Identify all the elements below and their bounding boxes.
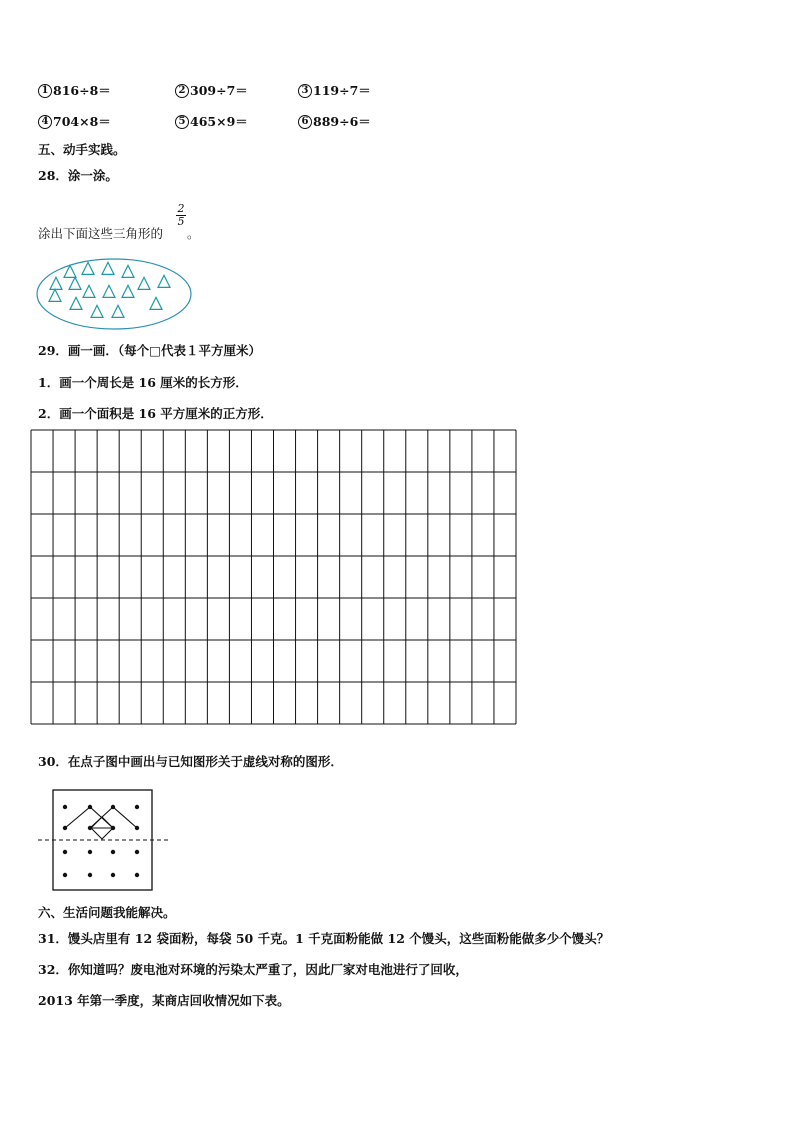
dot	[111, 873, 115, 877]
triangle-ellipse-figure	[36, 258, 196, 332]
triangle-5	[50, 277, 62, 289]
dot	[135, 850, 139, 854]
triangle-13	[70, 297, 82, 309]
dot	[111, 805, 115, 809]
section-6-title: 六、生活问题我能解决。	[38, 905, 176, 920]
section-5-title: 五、动手实践。	[38, 142, 126, 157]
square-grid	[30, 429, 517, 725]
dot	[111, 850, 115, 854]
triangle-7	[138, 277, 150, 289]
problem-2	[175, 83, 248, 99]
dot	[63, 850, 67, 854]
q28-text	[38, 226, 163, 242]
q30-title: 30．在点子图中画出与已知图形关于虚线对称的图形．	[38, 754, 343, 769]
triangle-6	[69, 277, 81, 289]
q32-text-line-1: 32．你知道吗？废电池对环境的污染太严重了，因此厂家对电池进行了回收，	[38, 962, 468, 977]
triangle-15	[112, 305, 124, 317]
triangle-9	[83, 285, 95, 297]
problem-expr-4: 704×8＝	[53, 114, 111, 129]
dot	[63, 805, 67, 809]
dot-diagram	[38, 790, 168, 892]
problem-5	[175, 114, 248, 130]
dot	[111, 826, 115, 830]
triangle-14	[91, 305, 103, 317]
problem-number-2: 2	[175, 84, 189, 98]
problem-6	[298, 114, 371, 130]
problem-number-4: 4	[38, 115, 52, 129]
problem-4	[38, 114, 111, 130]
problem-3	[298, 83, 371, 99]
grid-lines	[31, 430, 516, 724]
dot	[135, 873, 139, 877]
given-shape-left	[65, 807, 113, 828]
problem-expr-2: 309÷7＝	[190, 83, 248, 98]
dot	[88, 805, 92, 809]
dot	[88, 826, 92, 830]
triangle-11	[122, 285, 134, 297]
triangle-4	[122, 265, 134, 277]
triangle-2	[82, 262, 94, 274]
q28-text-end: 。	[187, 226, 200, 241]
triangle-3	[102, 262, 114, 274]
q29-item-1: 1．画一个周长是 16 厘米的长方形．	[38, 375, 248, 390]
q28-title: 28．涂一涂。	[38, 168, 118, 183]
q31-text: 31．馒头店里有 12 袋面粉，每袋 50 千克。1 千克面粉能做 12 个馒头，这些面粉能做多少个馒头？	[38, 931, 610, 946]
q28-fraction-numerator: 2	[177, 202, 185, 215]
given-shape-right	[90, 807, 137, 828]
problem-expr-6: 889÷6＝	[313, 114, 371, 129]
triangle-16	[150, 297, 162, 309]
q28-fraction-denominator: 5	[177, 215, 185, 228]
ellipse-outline	[37, 259, 191, 329]
problem-expr-3: 119÷7＝	[313, 83, 371, 98]
problem-number-6: 6	[298, 115, 312, 129]
problem-expr-5: 465×9＝	[190, 114, 248, 129]
dot	[135, 805, 139, 809]
dot	[88, 850, 92, 854]
dot-group	[63, 805, 139, 877]
triangle-10	[103, 285, 115, 297]
problem-1	[38, 83, 111, 99]
problem-number-5: 5	[175, 115, 189, 129]
q29-item-2: 2．画一个面积是 16 平方厘米的正方形．	[38, 406, 273, 421]
problem-number-3: 3	[298, 84, 312, 98]
triangle-8	[158, 275, 170, 287]
q29-title: 29．画一画．（每个□代表１平方厘米）	[38, 343, 261, 358]
triangle-group	[49, 262, 170, 317]
dot	[135, 826, 139, 830]
q32-text-line-2: 2013 年第一季度，某商店回收情况如下表。	[38, 993, 290, 1008]
problem-expr-1: 816÷8＝	[53, 83, 111, 98]
dot	[63, 873, 67, 877]
dot	[88, 873, 92, 877]
q28-text-main: 涂出下面这些三角形的	[38, 226, 164, 241]
triangle-12	[49, 289, 61, 301]
q28-fraction	[176, 203, 186, 228]
problem-number-1: 1	[38, 84, 52, 98]
dot	[63, 826, 67, 830]
